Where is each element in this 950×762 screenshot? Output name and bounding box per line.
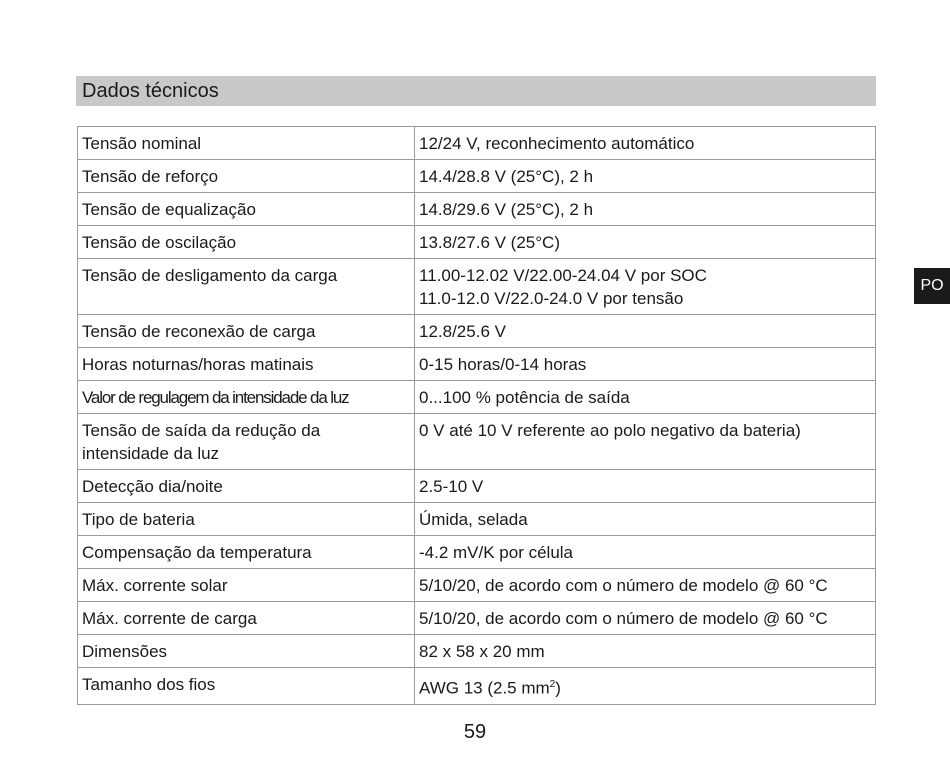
table-row xyxy=(78,414,876,470)
param-cell: Tensão de reconexão de carga xyxy=(78,315,415,348)
param-cell: Tensão de equalização xyxy=(78,193,415,226)
param-cell: Compensação da temperatura xyxy=(78,536,415,569)
value-cell: 13.8/27.6 V (25°C) xyxy=(415,226,876,259)
value-cell: 14.8/29.6 V (25°C), 2 h xyxy=(415,193,876,226)
param-cell: Máx. corrente de carga xyxy=(78,602,415,635)
value-cell: 5/10/20, de acordo com o número de modelo @ 60 °C xyxy=(415,569,876,602)
superscript: 2 xyxy=(549,679,556,690)
table-row xyxy=(78,635,876,668)
param-cell: Horas noturnas/horas matinais xyxy=(78,348,415,381)
table-row xyxy=(78,348,876,381)
table-row xyxy=(78,259,876,315)
table-row xyxy=(78,315,876,348)
value-cell xyxy=(415,668,876,705)
value-cell: 0...100 % potência de saída xyxy=(415,381,876,414)
page-number: 59 xyxy=(463,721,487,743)
param-cell: Máx. corrente solar xyxy=(78,569,415,602)
table-row xyxy=(78,470,876,503)
table-row xyxy=(78,381,876,414)
value-cell: 14.4/28.8 V (25°C), 2 h xyxy=(415,160,876,193)
value-cell: Úmida, selada xyxy=(415,503,876,536)
section-title: Dados técnicos xyxy=(82,80,219,102)
param-cell: Detecção dia/noite xyxy=(78,470,415,503)
param-cell: Tensão de saída da redução da intensidade da luz xyxy=(78,414,415,470)
table-row xyxy=(78,503,876,536)
param-cell: Tensão de oscilação xyxy=(78,226,415,259)
value-cell: 0 V até 10 V referente ao polo negativo da bateria) xyxy=(415,414,876,470)
param-cell: Tipo de bateria xyxy=(78,503,415,536)
table-row xyxy=(78,127,876,160)
technical-data-table xyxy=(77,126,876,705)
param-cell: Tensão nominal xyxy=(78,127,415,160)
table-row xyxy=(78,160,876,193)
param-cell: Valor de regulagem da intensidade da luz xyxy=(78,381,415,414)
table-row xyxy=(78,569,876,602)
language-tab: PO xyxy=(914,268,950,304)
value-cell: 12.8/25.6 V xyxy=(415,315,876,348)
value-cell: 12/24 V, reconhecimento automático xyxy=(415,127,876,160)
value-cell: 82 x 58 x 20 mm xyxy=(415,635,876,668)
param-cell: Tamanho dos fios xyxy=(78,668,415,705)
value-cell: 5/10/20, de acordo com o número de modelo @ 60 °C xyxy=(415,602,876,635)
table-row xyxy=(78,536,876,569)
table-row xyxy=(78,602,876,635)
param-cell: Tensão de desligamento da carga xyxy=(78,259,415,315)
value-text: AWG 13 (2.5 mm xyxy=(419,678,550,698)
param-cell: Dimensões xyxy=(78,635,415,668)
value-suffix: ) xyxy=(555,678,561,698)
table-row xyxy=(78,226,876,259)
param-cell: Tensão de reforço xyxy=(78,160,415,193)
table-row xyxy=(78,668,876,705)
section-header xyxy=(76,76,876,106)
value-cell: 0-15 horas/0-14 horas xyxy=(415,348,876,381)
table-row xyxy=(78,193,876,226)
value-cell: -4.2 mV/K por célula xyxy=(415,536,876,569)
value-cell: 2.5-10 V xyxy=(415,470,876,503)
value-cell: 11.00-12.02 V/22.00-24.04 V por SOC 11.0-12.0 V/22.0-24.0 V por tensão xyxy=(415,259,876,315)
